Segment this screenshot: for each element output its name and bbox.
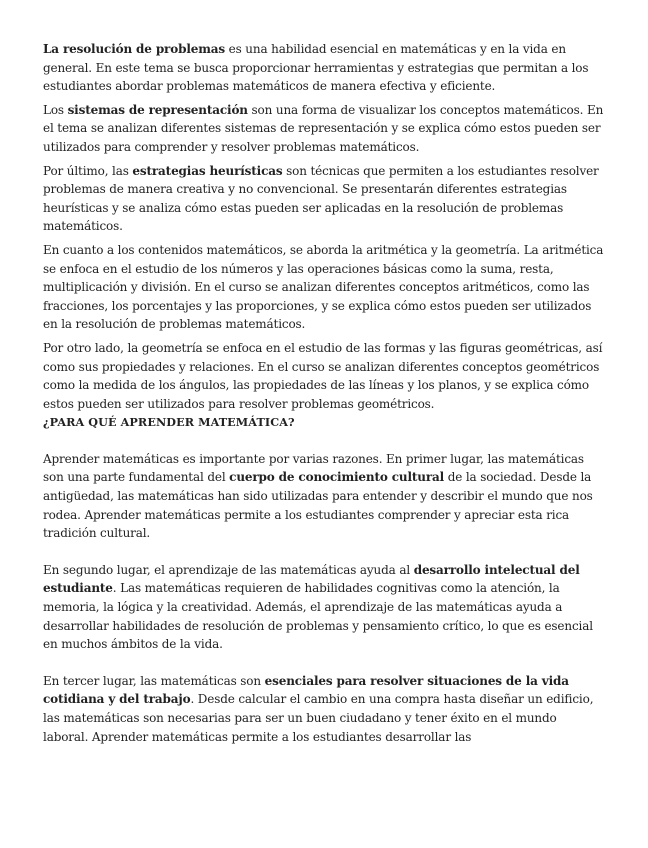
paragraph-text: En tercer lugar, las matemáticas son — [43, 673, 265, 688]
paragraph-text: En segundo lugar, el aprendizaje de las matemáticas ayuda al — [43, 562, 414, 577]
paragraph-problem-solving — [43, 40, 605, 96]
paragraph-text: . Las matemáticas requieren de habilidades cognitivas como la atención, la memoria, la lógica y la creatividad. Además, el aprendizaje de las matemáticas ayuda a desarrollar habilidades de resolución de problemas y pensamiento crítico, lo que es esencial en muchos ámbitos de la vida. — [43, 581, 593, 652]
paragraph-representation-systems — [43, 101, 605, 157]
paragraph-geometry: Por otro lado, la geometría se enfoca en el estudio de las formas y las figuras geométricas, así como sus propiedades y relaciones. En el curso se analizan diferentes conceptos geométricos como la medida de los ángulos, las propiedades de las líneas y los planos, y se explica cómo estos pueden ser utilizados para resolver problemas geométricos. — [43, 340, 603, 411]
term-problem-solving: La resolución de problemas — [43, 42, 225, 56]
paragraph-arithmetic: En cuanto a los contenidos matemáticos, se aborda la aritmética y la geometría. La aritmética se enfoca en el estudio de los números y las operaciones básicas como la suma, resta, multiplicación y división. En el curso se analizan diferentes conceptos aritméticos, como las fracciones, los porcentajes y las proporciones, y se explica cómo estos pueden ser utilizados en la resolución de problemas matemáticos. — [43, 242, 604, 332]
paragraph-text: son una forma de visualizar los conceptos matemáticos. En el tema se analizan diferentes sistemas de representación y se explica cómo estos pueden ser utilizados para comprender y resolver problemas matemáticos. — [43, 102, 604, 154]
paragraph-cultural-knowledge — [43, 450, 605, 543]
paragraph-heuristic-strategies — [43, 162, 605, 236]
term-heuristic-strategies: estrategias heurísticas — [132, 163, 283, 178]
paragraph-text: Los — [43, 102, 68, 117]
paragraph-text: Aprender matemáticas es importante por varias razones. En primer lugar, las matemáticas son una parte fundamental del — [43, 451, 584, 485]
term-cultural-knowledge: cuerpo de conocimiento cultural — [229, 470, 445, 485]
paragraph-intellectual-development — [43, 561, 605, 654]
paragraph-everyday-life — [43, 672, 605, 746]
paragraph-text: son técnicas que permiten a los estudiantes resolver problemas de manera creativa y no convencional. Se presentarán diferentes estrategias heurísticas y se analiza cómo estas pueden ser aplicadas en la resolución de problemas matemáticos. — [43, 163, 599, 234]
term-intellectual-development: desarrollo intelectual del estudiante — [43, 562, 580, 596]
paragraph-text: . Desde calcular el cambio en una compra hasta diseñar un edificio, las matemáticas son necesarias para ser un buen ciudadano y tener éxito en el mundo laboral. Aprender matemáticas permite a los estudiantes desarrollar las — [43, 692, 594, 744]
paragraph-text: Por último, las — [43, 163, 133, 178]
paragraph-text: es una habilidad esencial en matemáticas y en la vida en general. En este tema se busca proporcionar herramientas y estrategias que permitan a los estudiantes abordar problemas matemáticos de manera efectiva y eficiente. — [43, 42, 589, 94]
paragraph-text: de la sociedad. Desde la antigüedad, las matemáticas han sido utilizadas para entender y describir el mundo que nos rodea. Aprender matemáticas permite a los estudiantes comprender y apreciar esta rica tradición cultural. — [43, 470, 593, 541]
term-everyday-life: esenciales para resolver situaciones de la vida cotidiana y del trabajo — [43, 673, 569, 707]
term-representation-systems: sistemas de representación — [67, 102, 248, 117]
section-heading: ¿PARA QUÉ APRENDER MATEMÁTICA? — [43, 415, 295, 430]
document-page — [43, 40, 605, 746]
